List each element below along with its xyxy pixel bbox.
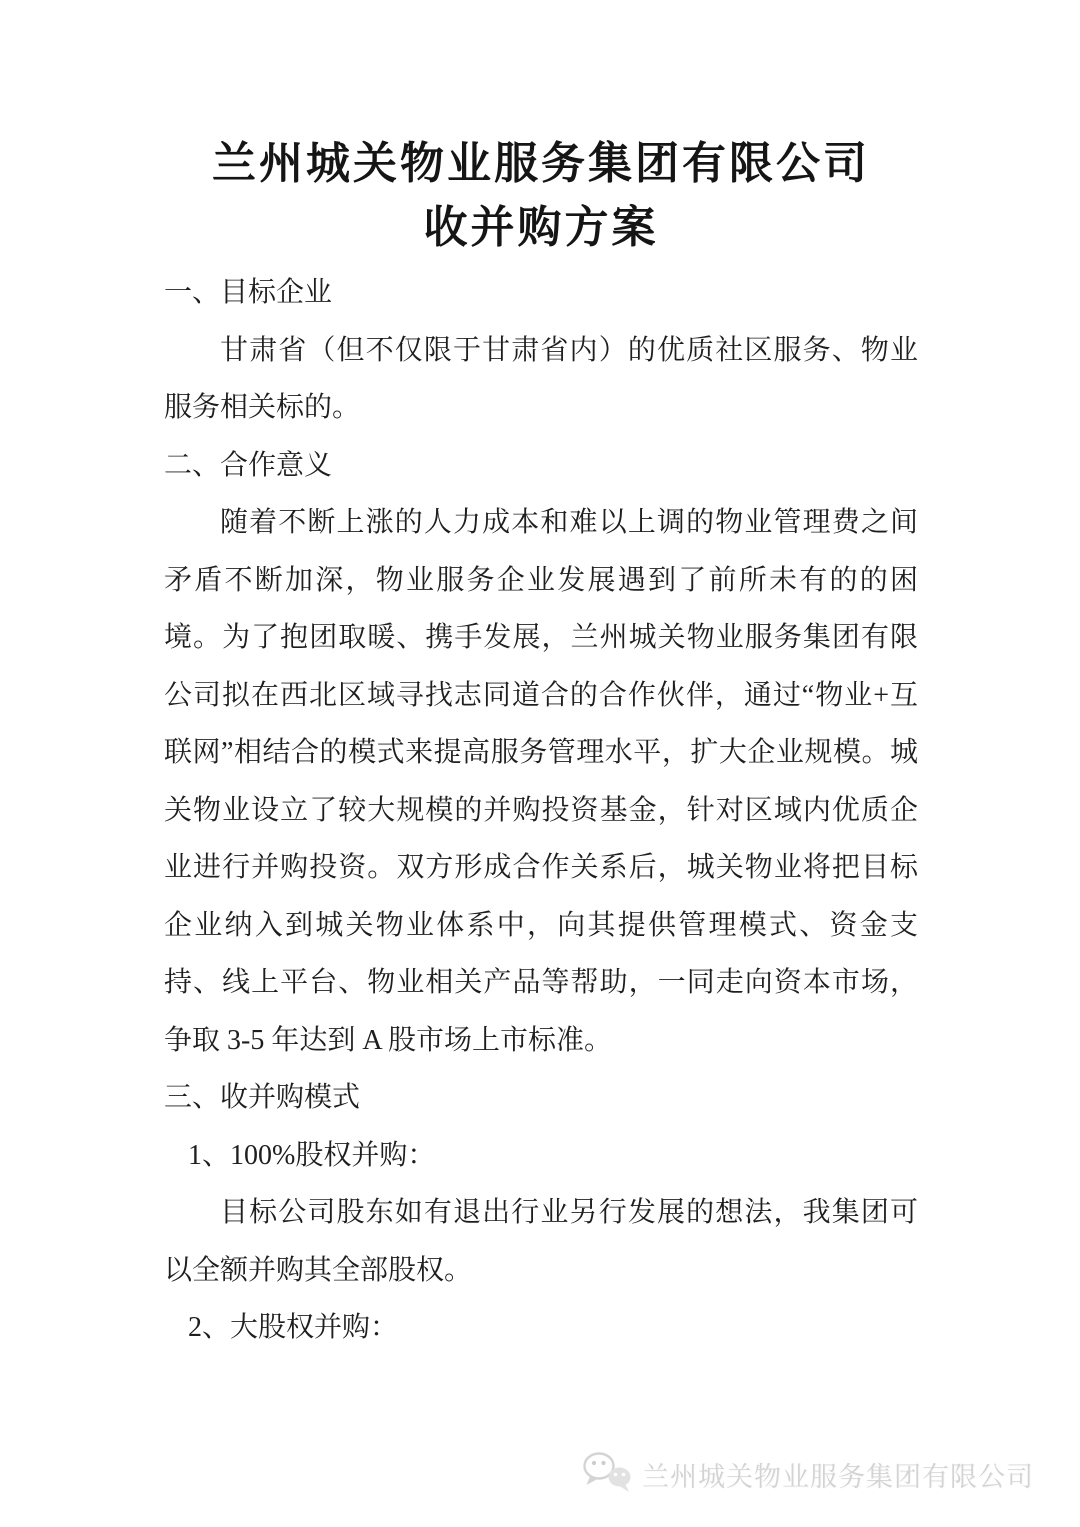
paragraph-target-companies: 甘肃省（但不仅限于甘肃省内）的优质社区服务、物业服务相关标的。	[164, 334, 918, 423]
watermark-footer	[582, 1450, 1034, 1498]
document-body	[164, 264, 918, 1357]
paragraph-cooperation-significance: 随着不断上涨的人力成本和难以上调的物业管理费之间矛盾不断加深，物业服务企业发展遇到了前所未有的的困境。为了抱团取暖、携手发展，兰州城关物业服务集团有限公司拟在西北区域寻找志同道合的合作伙伴，通过“物业+互联网”相结合的模式来提高服务管理水平，扩大企业规模。城关物业设立了较大规模的并购投资基金，针对区域内优质企业进行并购投资。双方形成合作关系后，城关物业将把目标企业纳入到城关物业体系中，向其提供管理模式、资金支持、线上平台、物业相关产品等帮助，一同走向资本市场，争取 3-5 年达到 A 股市场上市标准。	[164, 507, 918, 1056]
section-heading-acquisition-modes: 三、收并购模式	[164, 1082, 361, 1113]
paragraph-full-equity-acquisition: 目标公司股东如有退出行业另行发展的想法，我集团可以全额并购其全部股权。	[164, 1197, 918, 1286]
document-content	[164, 132, 918, 1357]
subheading-full-equity-acquisition: 1、100%股权并购：	[188, 1139, 436, 1171]
section-heading-target-companies: 一、目标企业	[164, 277, 333, 308]
subheading-majority-stake-acquisition: 2、大股权并购：	[188, 1312, 399, 1343]
title-line-plan: 收并购方案	[423, 203, 659, 252]
title-line-company: 兰州城关物业服务集团有限公司	[212, 139, 870, 188]
document-title	[164, 132, 918, 260]
watermark-text: 兰州城关物业服务集团有限公司	[642, 1461, 1034, 1492]
wechat-icon	[582, 1450, 634, 1498]
section-heading-cooperation-significance: 二、合作意义	[164, 449, 333, 481]
